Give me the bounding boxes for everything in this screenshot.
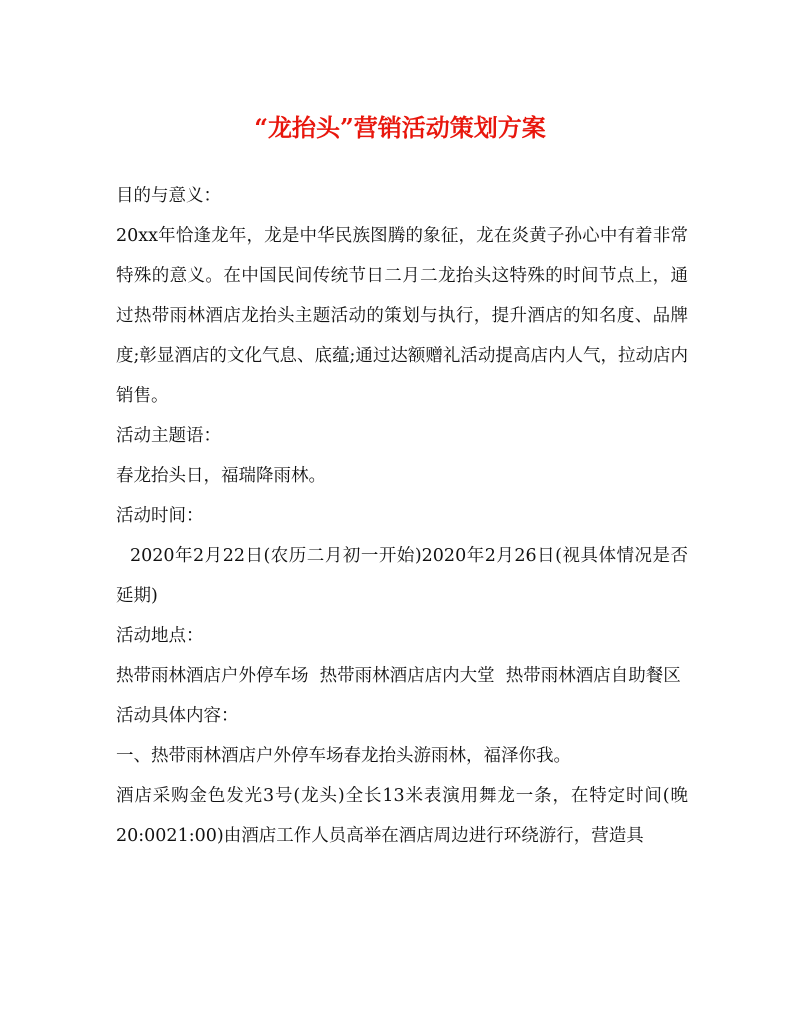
document-title: “龙抬头”营销活动策划方案 <box>254 113 546 142</box>
document-body <box>116 176 688 856</box>
paragraph-purpose: 20xx年恰逢龙年，龙是中华民族图腾的象征，龙在炎黄子孙心中有着非常特殊的意义。在中国民间传统节日二月二龙抬头这特殊的时间节点上，通过热带雨林酒店龙抬头主题活动的策划与执行，提升酒店的知名度、品牌度;彰显酒店的文化气息、底蕴;通过达额赠礼活动提高店内人气，拉动店内销售。 <box>116 226 688 406</box>
heading-time: 活动时间： <box>116 506 204 526</box>
heading-location: 活动地点： <box>116 626 204 646</box>
section-one-heading: 一、热带雨林酒店户外停车场春龙抬头游雨林，福泽你我。 <box>116 746 571 766</box>
heading-content: 活动具体内容： <box>116 706 239 726</box>
paragraph-theme: 春龙抬头日，福瑞降雨林。 <box>116 466 326 486</box>
paragraph-time: 2020年2月22日(农历二月初一开始)2020年2月26日(视具体情况是否延期) <box>116 546 688 606</box>
heading-theme: 活动主题语： <box>116 426 221 446</box>
heading-purpose: 目的与意义： <box>116 186 221 206</box>
paragraph-location: 热带雨林酒店户外停车场 热带雨林酒店店内大堂 热带雨林酒店自助餐区 <box>116 666 681 686</box>
paragraph-section-one: 酒店采购金色发光3号(龙头)全长13米表演用舞龙一条，在特定时间(晚20:0021:00)由酒店工作人员高举在酒店周边进行环绕游行，营造具 <box>116 786 688 846</box>
